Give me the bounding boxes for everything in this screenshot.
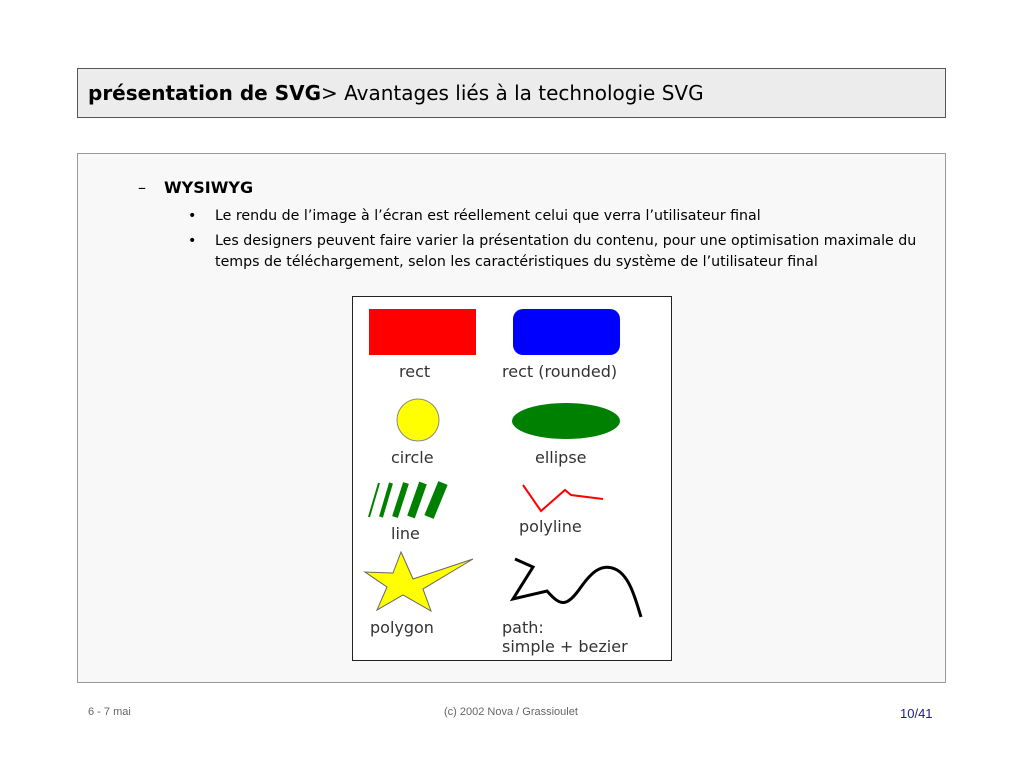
- line-shape: [429, 483, 443, 517]
- heading-dash: –: [138, 178, 146, 197]
- polyline-shape: [523, 485, 603, 511]
- line-shape: [395, 483, 406, 517]
- polygon-label: polygon: [370, 618, 434, 637]
- page-number: 10/41: [900, 706, 933, 721]
- path-label-line1: path:: [502, 618, 544, 637]
- rounded-rect-shape: [513, 309, 620, 355]
- path-label-line2: simple + bezier: [502, 637, 628, 656]
- bullet-dot: •: [188, 208, 197, 224]
- svg-shapes-figure: [352, 296, 672, 661]
- footer-copyright: (c) 2002 Nova / Grassioulet: [444, 706, 578, 718]
- footer-date: 6 - 7 mai: [88, 706, 131, 718]
- polyline-label: polyline: [519, 517, 582, 536]
- rounded-rect-label: rect (rounded): [502, 362, 618, 381]
- line-shapes: [369, 483, 443, 517]
- title-subsection: > Avantages liés à la technologie SVG: [321, 81, 704, 105]
- bullet-text: Le rendu de l’image à l’écran est réellement celui que verra l’utilisateur final: [215, 208, 761, 224]
- bullet-list: [188, 206, 933, 277]
- ellipse-label: ellipse: [535, 448, 587, 467]
- rect-label: rect: [399, 362, 431, 381]
- circle-label: circle: [391, 448, 434, 467]
- line-shape: [369, 483, 379, 517]
- heading-item: [138, 178, 253, 197]
- bullet-dot: •: [188, 233, 197, 249]
- line-label: line: [391, 524, 420, 543]
- ellipse-shape: [512, 403, 620, 439]
- line-shape: [381, 483, 391, 517]
- rect-shape: [369, 309, 476, 355]
- line-shape: [411, 483, 423, 517]
- circle-shape: [397, 399, 439, 441]
- path-shape: [513, 559, 641, 617]
- content-panel: [77, 153, 946, 683]
- polygon-shape: [365, 552, 473, 611]
- heading-text: WYSIWYG: [164, 178, 254, 197]
- bullet-text: Les designers peuvent faire varier la présentation du contenu, pour une optimisation maximale du temps de téléchargement, selon les caractéristiques du système de l’utilisateur final: [215, 233, 917, 270]
- shapes-illustration: [353, 297, 671, 660]
- bullet-item: [188, 206, 933, 227]
- title-section: présentation de SVG: [88, 81, 322, 105]
- bullet-item: [188, 231, 933, 273]
- slide-title-bar: [77, 68, 946, 118]
